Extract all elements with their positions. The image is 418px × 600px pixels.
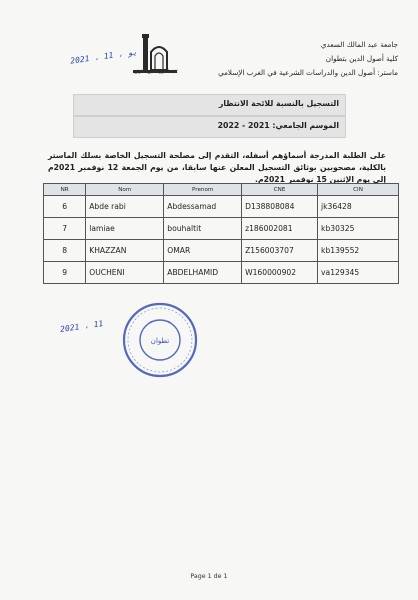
stamp-center-text: تطوان xyxy=(150,337,170,345)
title-row-2 xyxy=(73,116,346,138)
page-footer: Page 1 de 1 xyxy=(190,573,228,580)
cell-nom: Abde rabi xyxy=(86,196,164,218)
cell-nr: 6 xyxy=(44,196,86,218)
cell-prenom: ABDELHAMID xyxy=(164,262,242,284)
title-line-1: التسجيل بالنسبة للائحة الانتظار xyxy=(218,99,339,108)
cell-nr: 7 xyxy=(44,218,86,240)
header-cne: CNE xyxy=(242,184,318,196)
cell-cne: Z156003707 xyxy=(242,240,318,262)
cell-nr: 9 xyxy=(44,262,86,284)
header-cin: CIN xyxy=(318,184,399,196)
table-header-row xyxy=(44,184,399,196)
cell-cin: kb139552 xyxy=(318,240,399,262)
cell-nom: KHAZZAN xyxy=(86,240,164,262)
handwritten-date-top: 2021 ، يو ، 11 xyxy=(69,47,138,66)
cell-prenom: OMAR xyxy=(164,240,242,262)
cell-cne: W160000902 xyxy=(242,262,318,284)
table-row xyxy=(44,240,399,262)
master-program: ماستر: أصول الدين والدراسات الشرعية في الغرب الإسلامي xyxy=(218,68,398,77)
title-line-2: الموسم الجامعي: 2021 - 2022 xyxy=(217,121,339,130)
institution-header xyxy=(208,38,398,80)
header-nom: Nom xyxy=(86,184,164,196)
cell-prenom: bouhaltit xyxy=(164,218,242,240)
table-row xyxy=(44,218,399,240)
university-name: جامعة عبد المالك السعدي xyxy=(320,40,398,49)
university-stamp xyxy=(120,300,200,380)
cell-nom: OUCHENI xyxy=(86,262,164,284)
header-prenom: Prenom xyxy=(164,184,242,196)
cell-cne: D138808084 xyxy=(242,196,318,218)
cell-cin: kb30325 xyxy=(318,218,399,240)
cell-nr: 8 xyxy=(44,240,86,262)
table-row xyxy=(44,262,399,284)
header-nr: NR xyxy=(44,184,86,196)
logo-caption: كلية أصول الدين تطوان xyxy=(134,70,178,75)
cell-cin: jk36428 xyxy=(318,196,399,218)
cell-cin: va129345 xyxy=(318,262,399,284)
cell-nom: lamiae xyxy=(86,218,164,240)
faculty-name: كلية أصول الدين بتطوان xyxy=(325,54,398,63)
cell-cne: z186002081 xyxy=(242,218,318,240)
cell-prenom: Abdessamad xyxy=(164,196,242,218)
instructions-paragraph: على الطلبة المدرجة أسماؤهم أسفله، التقدم إلى مصلحة التسجيل الخاصة بسلك الماستر بالكلية، مصحوبين بوثائق التسجيل المعلن عنها سابقا، من يوم الجمعة 12 نوفمبر 2021م إلى يوم الإثنين 15 نوفمبر 2021م. xyxy=(48,151,386,184)
table-row xyxy=(44,196,399,218)
handwritten-date-stamp: 2021 ، 11 xyxy=(59,319,104,334)
waiting-list-table xyxy=(43,183,399,284)
title-box xyxy=(73,94,346,136)
title-row-1 xyxy=(73,94,346,116)
